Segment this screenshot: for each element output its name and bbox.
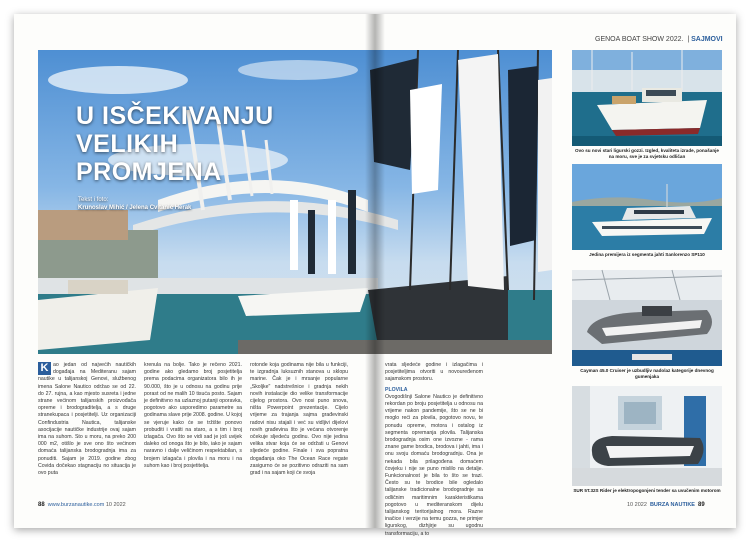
footer-left [38, 502, 126, 508]
section-category: SAJMOVI [691, 36, 723, 43]
drop-cap: K [38, 362, 51, 375]
show-name: GENOA BOAT SHOW 2022. [595, 36, 684, 43]
article-column-1: K ao jedan od najvećih nautičkih događaja na Mediteranu sajam nautike u talijanskoj Genovi, službenog imena Salone Nautico održao se od 22. do 27. rujna, a kao mjesto susreta i jedne strane većinom talijanskih proizvođača opreme i brodograditelja, a s druge stranekupaca i posjetitelji. Uz organizaciji Confindustria Nautica, talijanske asocijacije nautičke industrije ovaj sajam ima na suhom. Sto u moru, na preko 200 000 m2, otišlo je sve ono što većinom domaća talijanska brodogradnja ima za ponuditi. Sajam je 2019. godine zbog Covida dočekao stagnaciju no situacija je ovo puta [38, 362, 136, 477]
caption-3: Cayman 45.0 Cruiser je uzbudljiv nadolaz kategorije dnevnog gumenjaka [580, 368, 714, 379]
caption-4: SUR 5T.32S Rider je elektropogonjeni tender sa uvučenim motorom [573, 488, 721, 493]
article-title: U ISČEKIVANJU VELIKIH PROMJENA [76, 102, 274, 186]
photo-sur-tender [572, 386, 722, 486]
footer-right [627, 502, 705, 508]
photo-sanlorenzo-yacht [572, 164, 722, 250]
subsection-title: PLOVILA [385, 386, 408, 393]
footer-website: www.burzanautike.com [47, 502, 105, 508]
footer-issue-right: 10 2022 [627, 502, 647, 508]
photo-cayman-inflatable [572, 270, 722, 366]
article-column-3: rotonde koja godinama nije bila u funkciji, te izgradnja luksuznih stanova u sklopu marine. Čak je i mrsanje popularne „Skoljke" nadstrešnice i gradnja nekih novih instalacije dio velike transformacije cijelog prostora. Ovo nosi puno snova, ništa Powerpoint prezentacije. Cijelo vrijeme za trajanja sajma građevinski radovi nisu stajali i već su vidljivi dijelovi novih građevina što je većana otvorenje očekuje sljedeću godinu. Ovo nije jedina velika stvar koja će se održati u Genovi sljedeće godine. Finale i sva popratna događanja oko The Ocean Race regate zasigurno će se pozitivno odraziti na sam grad i na sajam koji će svoja [250, 362, 348, 477]
magazine-spread [14, 14, 736, 537]
footer-issue-left: 10 2022 [105, 502, 126, 508]
photo-gozzo-boat [572, 50, 722, 146]
caption-2: Jedina premijera iz segmenta jahti Sanlorenzo SP110 [589, 252, 705, 257]
article-column-2: krenula na bolje. Tako je rečeno 2021. godine ako gledamo broj posjetitelja prema podacima organizatora bilo ih je 90.000, što je u odnosu na godinu prije porast od ne malih 10 tisuća posto. Sajam je definitivno na uzlaznoj putanji oporavka, pogotovo ako usporedimo parametre sa godinama slave prije 2008. godine. U kojoj se vjeruje kako će se tržište ponovo probuditi i vratiti na staro, a s tim i broj izlagača. Ovo što se vidi sad je još uvijek daleko od onoga što je bilo, iako je sajam naravno i dalje veličinom respektabilan, s brojem izlagača i plovila i na moru i na suhom kao i broj posjetitelja. [144, 362, 242, 469]
page-number-right: 89 [698, 502, 705, 508]
article-column-4: vrata sljedeće godine i izlagačima i posjetiteljima otvoriti u novouređenom sajamskom prostoru. PLOVILA Ovogodišnji Salone Nautico je definitivno rekordan po broju posjetitelja u odnosu na vrijeme nakon pandemije, što se ne bi moglo reći za plovila, pogotovo novu, te ponudu opreme, motora i ostalog iz segmenta opremanja plovila. Talijanska brodogradnja osim one izvozne - ramа znane game brodica, brodova i jahti, ima i onu svoju domaću brodogradnju. Ona je nekada bila prilagođena domaćem čovjeku i nije se puno mislilo na detalje. Funkcionalnost je bila to što se trazi. Često su te brodice bile ogledalo talijanske tradicionalne brodogradnje sa odličnim maritimnim karakteristikama pogotovo u mediteranskom dijelu talijanskog teritorijalnog mora. Razne inačice i verzije na temu gozza, ne primjer ligurskog, dizhjirje su ugodnu transformaciju, a to [385, 362, 483, 537]
caption-1: Ovo su novi stari ligurski gozzi. Izgled, kvalitetа izrade, ponašanje na moru, sve je za svjetsku odličan [575, 148, 719, 159]
hero-photo-marina [38, 50, 552, 354]
footer-brand: BURZA NAUTIKE [649, 502, 695, 508]
article-credits: Tekst i foto: Krunoslav Mihić / Jelena Cvitanić Herak [78, 197, 192, 211]
page-number-left: 88 [38, 502, 45, 508]
section-header: GENOA BOAT SHOW 2022. | SAJMOVI [595, 36, 723, 43]
